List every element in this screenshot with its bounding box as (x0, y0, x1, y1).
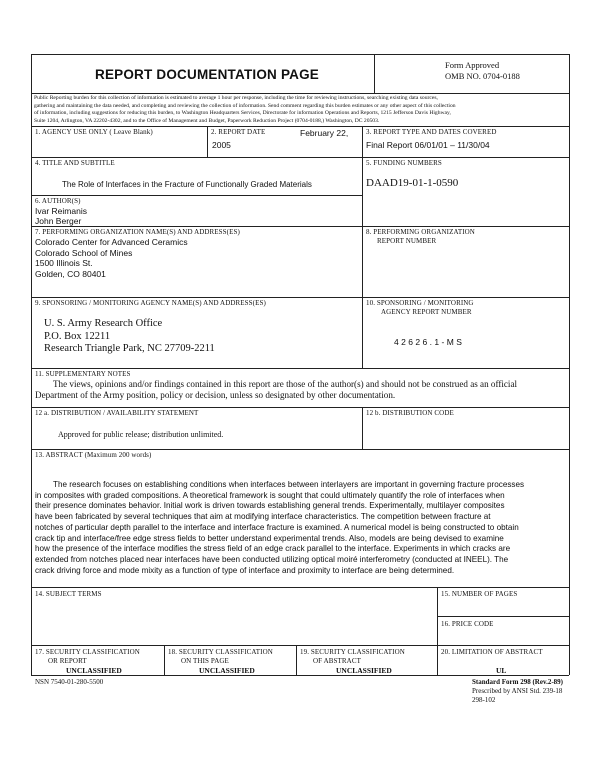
title-subtitle-label: 4. TITLE AND SUBTITLE (35, 159, 115, 167)
burden-statement (34, 95, 456, 125)
abstract-line: The research focuses on establishing conditions when interfaces between interlayers are important in governing fracture processes (53, 480, 525, 489)
address-line: 1500 Illinois St. (35, 258, 93, 268)
security-class-report-label-2: OR REPORT (48, 657, 87, 665)
abstract-line: notches of particular depth parallel to the interface and interface fracture is examined. A numerical model is being constructed to obtain (35, 522, 519, 532)
security-class-report-label: 17. SECURITY CLASSIFICATION (35, 648, 140, 656)
performing-org-label: 7. PERFORMING ORGANIZATION NAME(S) AND ADDRESS(ES) (35, 228, 240, 236)
abstract-line: have been fabricated by several techniques that aim at modifying interface characteristics. The competition between fracture at (35, 512, 491, 522)
security-class-page-value: UNCLASSIFIED (199, 666, 255, 675)
nsn-number: NSN 7540-01-280-5500 (35, 678, 104, 686)
abstract-line: extended from notches placed near interfaces have been conducted utilizing optical moiré interferometry (conducted at INEEL). The (35, 554, 509, 564)
report-date-label: 2. REPORT DATE (211, 128, 266, 136)
agency-use-only-label: 1. AGENCY USE ONLY ( Leave Blank) (35, 128, 153, 136)
address-line: P.O. Box 12211 (44, 330, 111, 342)
form-approved-label: Form Approved (445, 60, 500, 70)
distribution-statement-label: 12 a. DISTRIBUTION / AVAILABILITY STATEMENT (35, 409, 199, 417)
performing-org-report-label-2: REPORT NUMBER (377, 237, 437, 245)
performing-org-address (35, 237, 188, 279)
limitation-abstract-value: UL (496, 666, 507, 675)
supplementary-notes-text: The views, opinions and/or findings contained in this report are those of the author(s) and should not be construed as an official (53, 379, 518, 389)
address-line: Golden, CO 80401 (35, 268, 106, 279)
abstract-line: in composites with graded compositions. A theoretical framework is sought that could ultimately quantify the role of interfaces when (35, 490, 505, 500)
address-line: Research Triangle Park, NC 27709-2211 (44, 343, 215, 354)
abstract-line: crack tip and interface/free edge stress fields to better understand experimental trends. Also, models are being devised to examine (35, 533, 504, 543)
supplementary-notes-label: 11. SUPPLEMENTARY NOTES (35, 370, 131, 378)
abstract-text (35, 480, 524, 576)
security-class-page-label: 18. SECURITY CLASSIFICATION (168, 648, 273, 656)
standard-form-label: Standard Form 298 (Rev.2-89) (472, 678, 563, 686)
security-class-page-label-2: ON THIS PAGE (181, 657, 229, 665)
number-of-pages-label: 15. NUMBER OF PAGES (441, 590, 518, 598)
sponsoring-agency-label: 9. SPONSORING / MONITORING AGENCY NAME(S) AND ADDRESS(ES) (35, 299, 266, 307)
distribution-code-label: 12 b. DISTRIBUTION CODE (366, 409, 454, 417)
burden-line: gathering and maintaining the data needed, and completing and reviewing the collection of information. Send comment regarding this burden estimates or any other aspect of this collection (34, 102, 456, 109)
report-type-label: 3. REPORT TYPE AND DATES COVERED (366, 128, 497, 136)
authors-label: 6. AUTHOR(S) (35, 197, 81, 205)
sponsoring-agency-address (44, 318, 215, 356)
omb-number: OMB NO. 0704-0188 (445, 71, 520, 81)
report-date-year: 2005 (212, 140, 231, 150)
distribution-statement-value: Approved for public release; distribution unlimited. (58, 430, 224, 439)
burden-line: Suite 1204, Arlington, VA 22202-4302, and to the Office of Management and Budget, Paperwork Reduction Project (0704-0188,) Washington, DC 20503. (34, 117, 380, 124)
burden-line: of information, including suggestions for reducing this burden, to Washington Headquarters Services, Directorate for information Operations and Reports, 1215 Jefferson Davis Highway, (34, 110, 451, 117)
address-line: Colorado Center for Advanced Ceramics (35, 237, 188, 247)
abstract-line: how the presence of the interface modifies the stress field of an edge crack parallel to the interface. Experiments in which cracks are (35, 544, 511, 554)
funding-numbers-label: 5. FUNDING NUMBERS (366, 159, 442, 167)
security-class-report-value: UNCLASSIFIED (66, 666, 122, 675)
price-code-label: 16. PRICE CODE (441, 620, 494, 628)
agency-report-label-2: AGENCY REPORT NUMBER (381, 308, 472, 316)
form-code: 298-102 (472, 696, 496, 704)
burden-line: Public Reporting burden for this collection of information is estimated to average 1 hour per response, including the time for reviewing instructions, searching existing data sources, (34, 95, 438, 101)
security-class-abstract-value: UNCLASSIFIED (336, 666, 392, 675)
prescribed-by-label: Prescribed by ANSI Std. 239-18 (472, 687, 563, 695)
abstract-label: 13. ABSTRACT (Maximum 200 words) (35, 451, 152, 459)
page-title: REPORT DOCUMENTATION PAGE (95, 67, 319, 82)
report-date-value: February 22, (300, 128, 349, 138)
abstract-line: their presence dominates behavior. Initial work is driven towards establishing general trends. Experimentally, multilayer composites (35, 501, 505, 511)
author-name: John Berger (35, 216, 82, 226)
subject-terms-label: 14. SUBJECT TERMS (35, 590, 102, 598)
agency-report-number: 42626.1-MS (394, 337, 465, 347)
report-title: The Role of Interfaces in the Fracture of Functionally Graded Materials (62, 180, 312, 189)
address-line: U. S. Army Research Office (44, 318, 163, 329)
address-line: Colorado School of Mines (35, 247, 133, 258)
security-class-abstract-label: 19. SECURITY CLASSIFICATION (300, 648, 405, 656)
performing-org-report-label: 8. PERFORMING ORGANIZATION (366, 228, 475, 236)
funding-number-value: DAAD19-01-1-0590 (366, 177, 459, 189)
author-name: Ivar Reimanis (35, 206, 87, 216)
limitation-abstract-label: 20. LIMITATION OF ABSTRACT (441, 648, 543, 656)
abstract-line: crack driving force and mode mixity as a function of type of interface and proximity to interface are being determined. (35, 565, 455, 575)
report-type-value: Final Report 06/01/01 – 11/30/04 (366, 140, 490, 150)
agency-report-label: 10. SPONSORING / MONITORING (366, 299, 474, 307)
security-class-abstract-label-2: OF ABSTRACT (313, 657, 361, 665)
supplementary-notes-text-2: Department of the Army position, policy or decision, unless so designated by other documentation. (35, 390, 396, 400)
